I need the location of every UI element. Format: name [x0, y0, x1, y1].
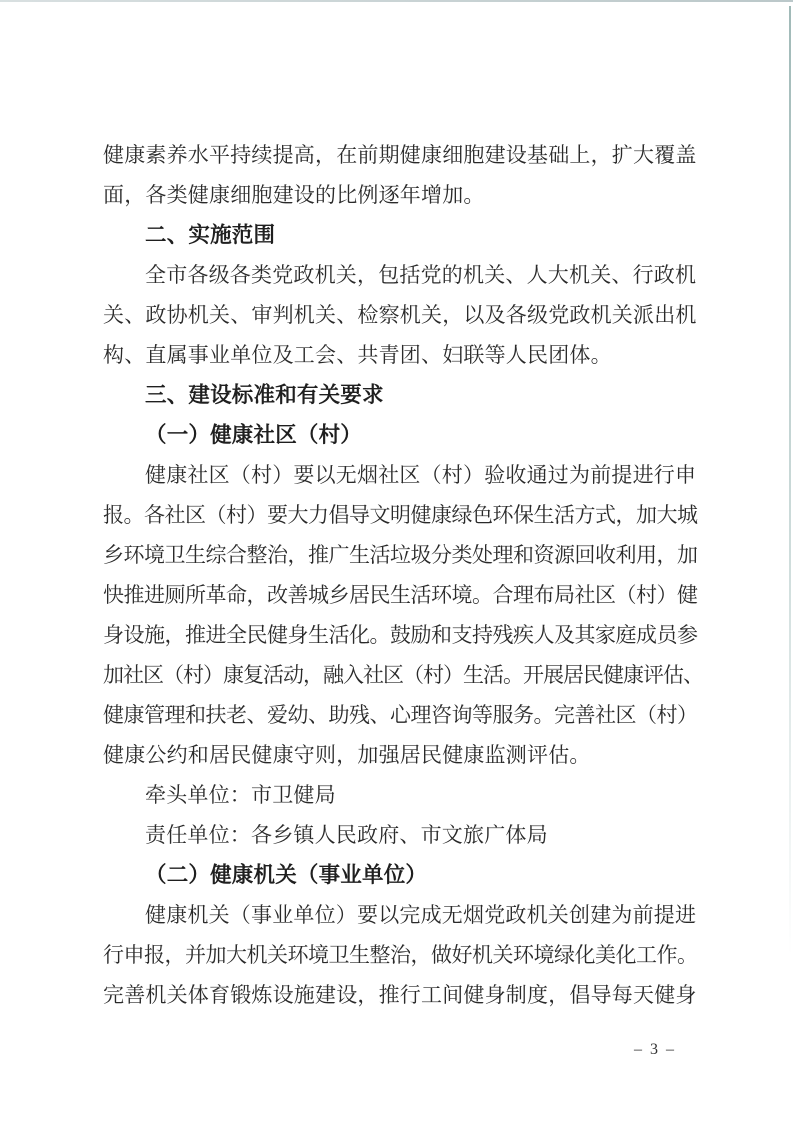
- text-line: 责任单位：各乡镇人民政府、市文旅广体局: [145, 823, 548, 847]
- text-line: 关、政协机关、审判机关、检察机关，以及各级党政机关派出机: [103, 303, 697, 327]
- text-line: 健康素养水平持续提高，在前期健康细胞建设基础上，扩大覆盖: [103, 143, 697, 167]
- text-line: 构、直属事业单位及工会、共青团、妇联等人民团体。: [103, 343, 612, 367]
- text-line: 乡环境卫生综合整治，推广生活垃圾分类处理和资源回收利用，加: [103, 543, 698, 567]
- scan-right-edge-line: [789, 6, 791, 956]
- section-heading: [103, 375, 703, 415]
- text-line: （一）健康社区（村）: [145, 423, 363, 447]
- paragraph: [103, 135, 703, 215]
- page-number: – 3 –: [634, 1041, 676, 1058]
- text-line: 完善机关体育锻炼设施建设，推行工间健身制度，倡导每天健身: [103, 983, 697, 1007]
- text-line: 加社区（村）康复活动，融入社区（村）生活。开展居民健康评估、: [103, 663, 703, 687]
- scan-top-edge-line: [0, 0, 793, 2]
- text-line: 快推进厕所革命，改善城乡居民生活环境。合理布局社区（村）健: [103, 583, 698, 607]
- text-line: 健康机关（事业单位）要以完成无烟党政机关创建为前提进: [145, 903, 697, 927]
- text-line: （二）健康机关（事业单位）: [145, 863, 428, 887]
- paragraph: [103, 255, 703, 375]
- text-line: 行申报，并加大机关环境卫生整治，做好机关环境绿化美化工作。: [103, 943, 698, 967]
- subsection-heading: [103, 415, 703, 455]
- text-line: 健康公约和居民健康守则，加强居民健康监测评估。: [103, 743, 591, 767]
- document-content: [103, 135, 703, 1015]
- paragraph: [103, 815, 703, 855]
- text-line: 二、实施范围: [145, 223, 276, 247]
- text-line: 身设施，推进全民健身生活化。鼓励和支持残疾人及其家庭成员参: [103, 623, 698, 647]
- text-line: 健康社区（村）要以无烟社区（村）验收通过为前提进行申: [145, 463, 697, 487]
- text-line: 三、建设标准和有关要求: [145, 383, 384, 407]
- paragraph: [103, 455, 703, 775]
- subsection-heading: [103, 855, 703, 895]
- text-line: 全市各级各类党政机关，包括党的机关、人大机关、行政机: [145, 263, 697, 287]
- text-line: 牵头单位：市卫健局: [145, 783, 336, 807]
- text-line: 报。各社区（村）要大力倡导文明健康绿色环保生活方式，加大城: [103, 503, 698, 527]
- paragraph: [103, 895, 703, 1015]
- section-heading: [103, 215, 703, 255]
- paragraph: [103, 775, 703, 815]
- text-line: 健康管理和扶老、爱幼、助残、心理咨询等服务。完善社区（村）: [103, 703, 698, 727]
- text-line: 面，各类健康细胞建设的比例逐年增加。: [103, 183, 485, 207]
